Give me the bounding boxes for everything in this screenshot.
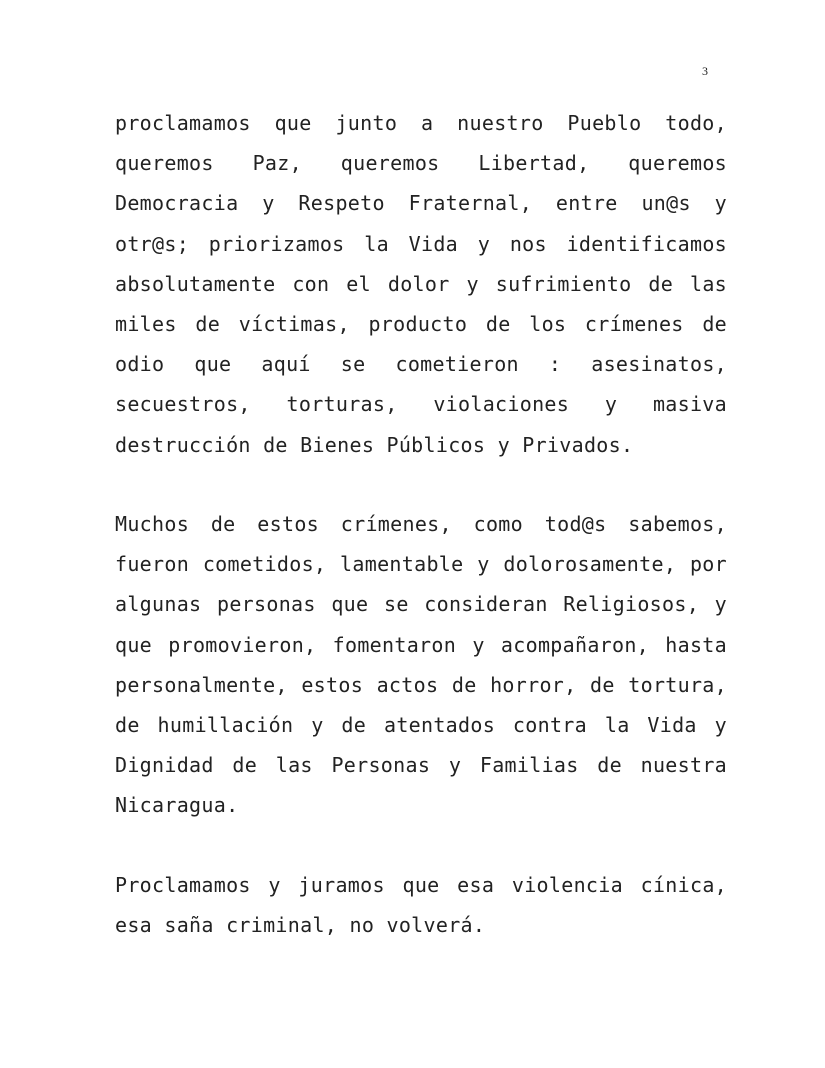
paragraph: Muchos de estos crímenes, como tod@s sabemos, fueron cometidos, lamentable y dolorosamente, por algunas personas que se consideran Religiosos, y que promovieron, fomentaron y acompañaron, hasta personalmente, estos actos de horror, de tortura, de humillación y de atentados contra la Vida y Dignidad de las Personas y Familias de nuestra Nicaragua. (115, 512, 727, 818)
paragraph: proclamamos que junto a nuestro Pueblo todo, queremos Paz, queremos Libertad, queremos Democracia y Respeto Fraternal, entre un@s y otr@s; priorizamos la Vida y nos identificamos absolutamente con el dolor y sufrimiento de las miles de víctimas, producto de los crímenes de odio que aquí se cometieron : asesinatos, secuestros, torturas, violaciones y masiva destrucción de Bienes Públicos y Privados. (115, 111, 727, 457)
paragraph: Proclamamos y juramos que esa violencia cínica, esa saña criminal, no volverá. (115, 873, 727, 938)
page-number: 3 (702, 64, 708, 78)
